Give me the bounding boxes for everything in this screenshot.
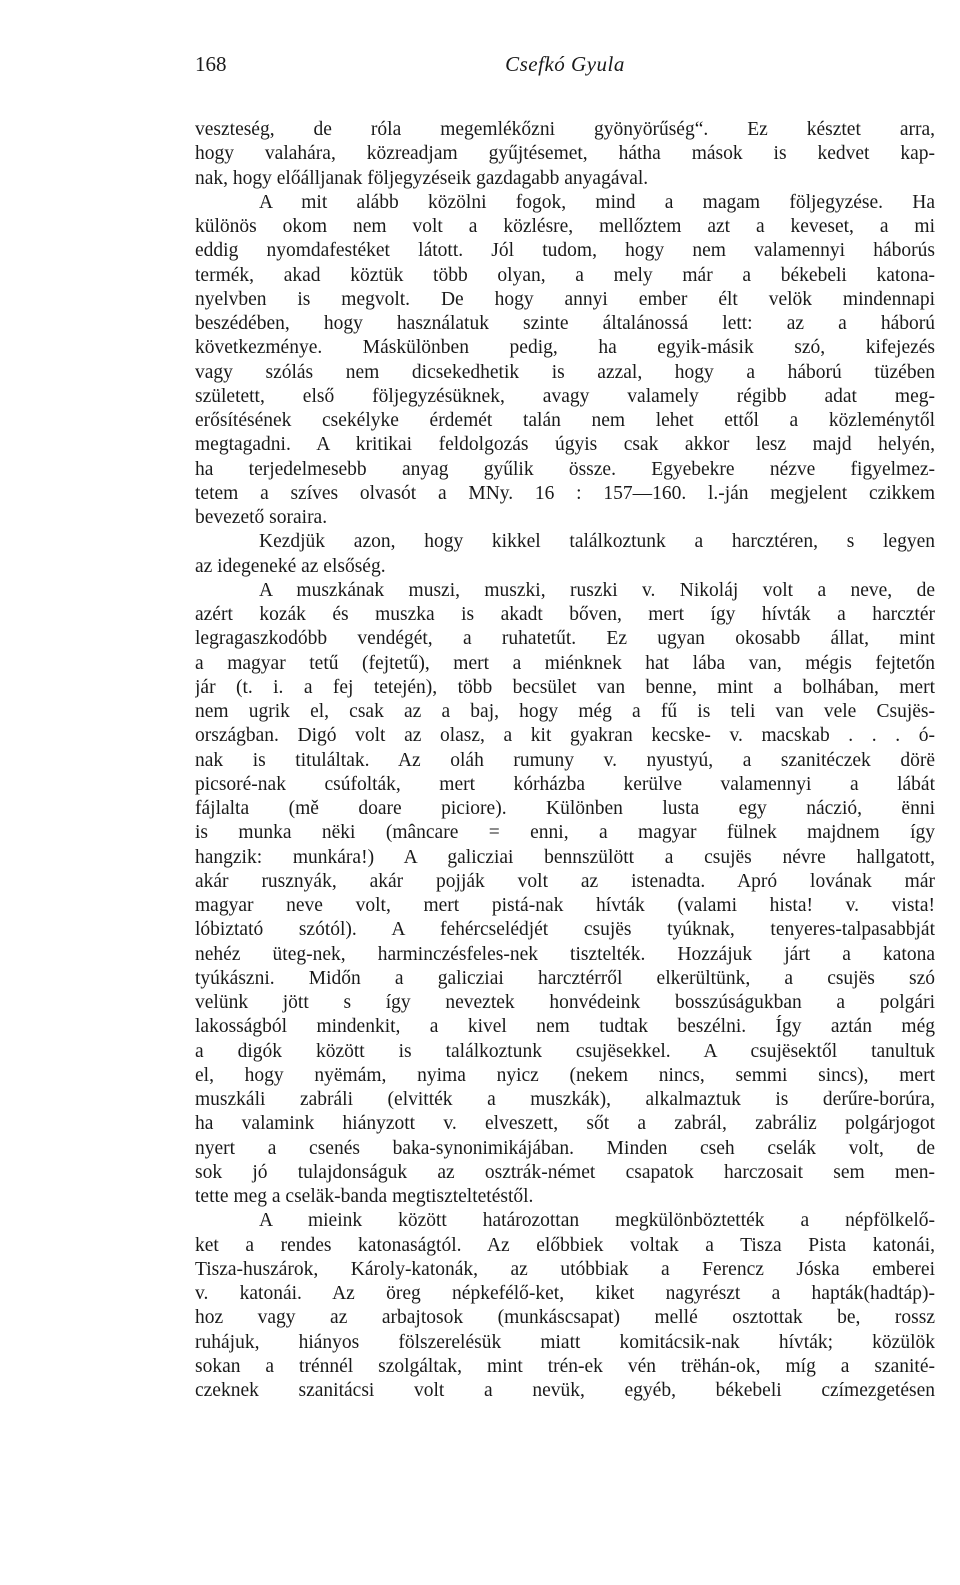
text-line: tetem a szíves olvasót a MNy. 16 : 157—160. l.-ján megjelent czikkem bbox=[195, 482, 935, 504]
text-line: született, első följegyzésüknek, avagy valamely régibb adat meg- bbox=[195, 385, 935, 407]
text-line: hoz vagy az arbajtosok (munkáscsapat) mellé osztottak be, rossz bbox=[195, 1307, 935, 1329]
text-line: megtagadni. A kritikai feldolgozás úgyis csak akkor lesz majd helyén, bbox=[195, 434, 935, 456]
text-line: magyar neve volt, mert pistá-nak hívták (valami hista! v. vista! bbox=[195, 895, 935, 916]
text-line: tyúkászni. Midőn a galicziai harcztérről elkerültünk, a csujës szó bbox=[195, 967, 935, 989]
text-line: v. katonái. Az öreg népkefélő-ket, kiket nagyrészt a hapták(hadtáp)- bbox=[195, 1283, 935, 1304]
text-line: termék, akad köztük több olyan, a mely már a békebeli katona- bbox=[195, 264, 935, 286]
page-header bbox=[195, 52, 935, 88]
text-line: nyert a csenés baka-synonimikájában. Minden cseh cselák volt, de bbox=[195, 1137, 935, 1159]
text-line: hangzik: munkára!) A galicziai bennszülött a csujës névre hallgatott, bbox=[195, 846, 935, 868]
text-line: A muszkának muszi, muszki, ruszki v. Nikoláj volt a neve, de bbox=[259, 579, 935, 601]
text-line: nak is tituláltak. Az oláh rumuny v. nyustyú, a szanitéczek dörë bbox=[195, 749, 935, 771]
text-line: a digók között is találkoztunk csujësekkel. A csujësektől tanultuk bbox=[195, 1040, 935, 1062]
text-line: jár (t. i. a fej tetején), több becsület van benne, mint a bolhában, mert bbox=[195, 676, 935, 698]
running-head: Csefkó Gyula bbox=[505, 52, 625, 76]
text-line: beszédében, hogy használatuk szinte általánossá lett: az a háború bbox=[195, 313, 935, 334]
text-line: legragaszkodóbb vendégét, a ruhatetűt. Ez ugyan okosabb állat, mint bbox=[195, 628, 935, 650]
text-line: veszteség, de róla megemlékőzni gyönyörűség“. Ez késztet arra, bbox=[195, 119, 935, 140]
text-line: bevezető soraira. bbox=[195, 507, 328, 528]
text-line: sok jó tulajdonságuk az osztrák-német csapatok harczosait sem men- bbox=[195, 1161, 935, 1183]
page-number: 168 bbox=[195, 52, 227, 76]
text-line: eddig nyomdafestéket látott. Jól tudom, hogy nem valamennyi háborús bbox=[195, 240, 935, 262]
text-line: nehéz üteg-nek, harminczésfeles-nek tisztelték. Hozzájuk járt a katona bbox=[195, 943, 935, 965]
text-line: sokan a trénnél szolgáltak, mint trén-ek vén trëhán-ok, míg a szanité- bbox=[195, 1355, 935, 1377]
text-line: ha terjedelmesebb anyag gyűlik össze. Egyebekre nézve figyelmez- bbox=[195, 458, 935, 480]
text-line: A mit alább közölni fogok, mind a magam följegyzése. Ha bbox=[259, 191, 935, 213]
text-line: tette meg a cseläk-banda megtiszteltetéstől. bbox=[195, 1186, 534, 1207]
text-line: el, hogy nyëmám, nyima nyicz (nekem nincs, semmi sincs), mert bbox=[195, 1064, 935, 1086]
text-line: czeknek szanitácsi volt a nevük, egyéb, békebeli czímezgetésen bbox=[195, 1380, 935, 1401]
body-text bbox=[195, 118, 935, 1403]
text-line: muszkáli zabráli (elvitték a muszkák), alkalmaztuk is derűre-borúra, bbox=[195, 1089, 935, 1110]
text-line: nyelvben is megvolt. De hogy annyi ember élt velök mindennapi bbox=[195, 288, 935, 310]
text-line: A mieink között határozottan megkülönböztették a népfölkelő- bbox=[259, 1210, 935, 1232]
text-line: fájlalta (mě doare piciore). Különben lusta egy náczió, ënni bbox=[195, 798, 935, 819]
text-line: lóbiztató szótól). A fehércselédjét csujës tyúknak, tenyeres-talpasabbját bbox=[195, 919, 935, 941]
text-line: velünk jött s így neveztek honvédeink bosszúságukban a polgári bbox=[195, 992, 935, 1013]
text-line: különös okom nem volt a közlésre, mellőztem azt a keveset, a mi bbox=[195, 216, 935, 237]
text-line: picsoré-nak csúfolták, mert kórházba kerülve valamennyi a lábát bbox=[195, 773, 935, 795]
text-line: nak, hogy előálljanak följegyzéseik gazdagabb anyagával. bbox=[195, 167, 649, 189]
text-line: vagy szólás nem dicsekedhetik is azzal, hogy a háború tüzében bbox=[195, 361, 935, 383]
text-line: a magyar tetű (fejtetű), mert a miénknek hat lába van, mégis fejtetőn bbox=[195, 652, 935, 674]
text-line: következménye. Máskülönben pedig, ha egyik-másik szó, kifejezés bbox=[195, 337, 935, 359]
text-line: ket a rendes katonaságtól. Az előbbiek voltak a Tisza Pista katonái, bbox=[195, 1234, 935, 1256]
text-line: Kezdjük azon, hogy kikkel találkoztunk a harcztéren, s legyen bbox=[259, 531, 935, 553]
text-line: erősítésének csekélyke érdemét talán nem lehet ettől a közleménytől bbox=[195, 410, 935, 431]
text-line: nem ugrik el, csak az a baj, hogy még a fű is teli van vele Csujës- bbox=[195, 701, 935, 722]
text-line: Tisza-huszárok, Károly-katonák, az utóbbiak a Ferencz Jóska emberei bbox=[195, 1258, 935, 1280]
text-line: is munka nëki (mâncare = enni, a magyar fülnek majdnem így bbox=[195, 822, 935, 844]
text-line: hogy valahára, közreadjam gyűjtésemet, hátha mások is kedvet kap- bbox=[195, 143, 935, 165]
text-line: az idegeneké az elsőség. bbox=[195, 555, 386, 577]
text-line: akár rusznyák, akár pojják volt az istenadta. Apró lovának már bbox=[195, 870, 935, 892]
text-line: lakosságból mindenkit, a kivel nem tudtak beszélni. Így aztán még bbox=[195, 1016, 935, 1038]
text-line: ruhájuk, hiányos fölszerelésük miatt komitácsik-nak hívták; közülök bbox=[195, 1331, 935, 1353]
text-line: országban. Digó volt az olasz, a kit gyakran kecske- v. macskab . . . ó- bbox=[195, 725, 935, 747]
text-line: azért kozák és muszka is akadt bőven, mert így hívták a harcztér bbox=[195, 604, 935, 625]
text-line: ha valamink hiányzott v. elveszett, sőt a zabrál, zabráliz polgárjogot bbox=[195, 1113, 935, 1135]
